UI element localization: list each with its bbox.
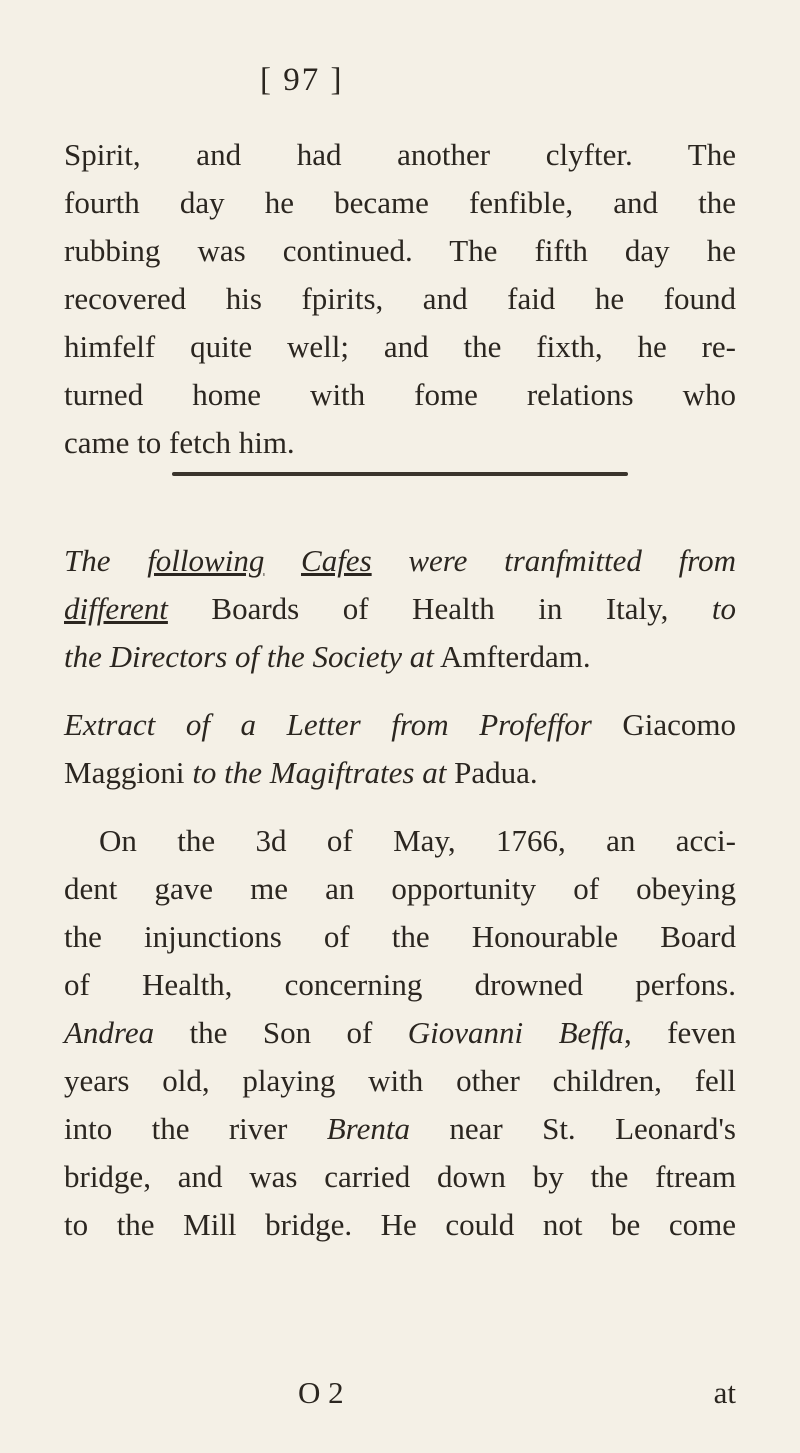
paragraph-2-line-2: dent gave me an opportunity of obeying: [64, 871, 736, 906]
body-text: the Son of: [154, 1015, 408, 1050]
paragraph-2-line-4: of Health, concerning drowned perfons.: [64, 967, 736, 1002]
body-text: into the river: [64, 1111, 327, 1146]
section-divider: [172, 472, 628, 476]
extract-line-1: [64, 702, 736, 748]
heading-line-1: [64, 538, 736, 584]
paragraph-1-line-1: Spirit, and had another clyfter. The: [64, 137, 736, 172]
paragraph-1-line-5: himfelf quite well; and the fixth, he re-: [64, 329, 736, 364]
body-text: Giovanni Beffa: [407, 1015, 624, 1050]
heading-text: the Directors of the Society at: [64, 639, 434, 674]
paragraph-2-line-6: years old, playing with other children, fell: [64, 1063, 736, 1098]
heading-line-2: [64, 586, 736, 632]
heading-text: following: [147, 543, 265, 578]
extract-line-2: [64, 750, 736, 796]
paragraph-1-line-6: turned home with fome relations who: [64, 377, 736, 412]
paragraph-1-line-4: recovered his fpirits, and faid he found: [64, 281, 736, 316]
body-text: , feven: [624, 1015, 737, 1050]
heading-text: were tranfmitted from: [371, 543, 736, 578]
heading-text: Boards of Health in Italy,: [167, 591, 712, 626]
heading-text: Amfterdam.: [433, 639, 591, 674]
paragraph-2-line-3: the injunctions of the Honourable Board: [64, 919, 736, 954]
page-number-header: [ 97 ]: [260, 62, 344, 98]
heading-text: [264, 543, 301, 578]
extract-text: Padua.: [446, 755, 538, 790]
heading-text: The: [64, 543, 148, 578]
extract-text: Maggioni: [64, 755, 193, 790]
paragraph-2-line-5: [64, 1010, 736, 1056]
extract-text: Giacomo: [591, 707, 736, 742]
catchword: at: [713, 1375, 736, 1410]
paragraph-1-line-7: came to fetch him.: [64, 425, 295, 460]
extract-text: to the Magiftrates at: [192, 755, 447, 790]
paragraph-1-line-2: fourth day he became fenfible, and the: [64, 185, 736, 220]
heading-line-3: [64, 634, 736, 680]
body-text: Andrea: [64, 1015, 155, 1050]
heading-text: different: [64, 591, 168, 626]
body-text: Brenta: [326, 1111, 410, 1146]
heading-text: to: [711, 591, 736, 626]
paragraph-1-line-3: rubbing was continued. The fifth day he: [64, 233, 736, 268]
paragraph-2-line-7: [64, 1106, 736, 1152]
paragraph-2-line-1: On the 3d of May, 1766, an acci-: [99, 823, 736, 858]
extract-text: Extract of a Letter from Profeffor: [64, 707, 592, 742]
paragraph-2-line-8: bridge, and was carried down by the ftream: [64, 1159, 736, 1194]
paragraph-2-line-9: to the Mill bridge. He could not be come: [64, 1207, 736, 1242]
heading-text: Cafes: [301, 543, 372, 578]
body-text: near St. Leonard's: [409, 1111, 736, 1146]
signature-mark: O 2: [298, 1375, 344, 1410]
